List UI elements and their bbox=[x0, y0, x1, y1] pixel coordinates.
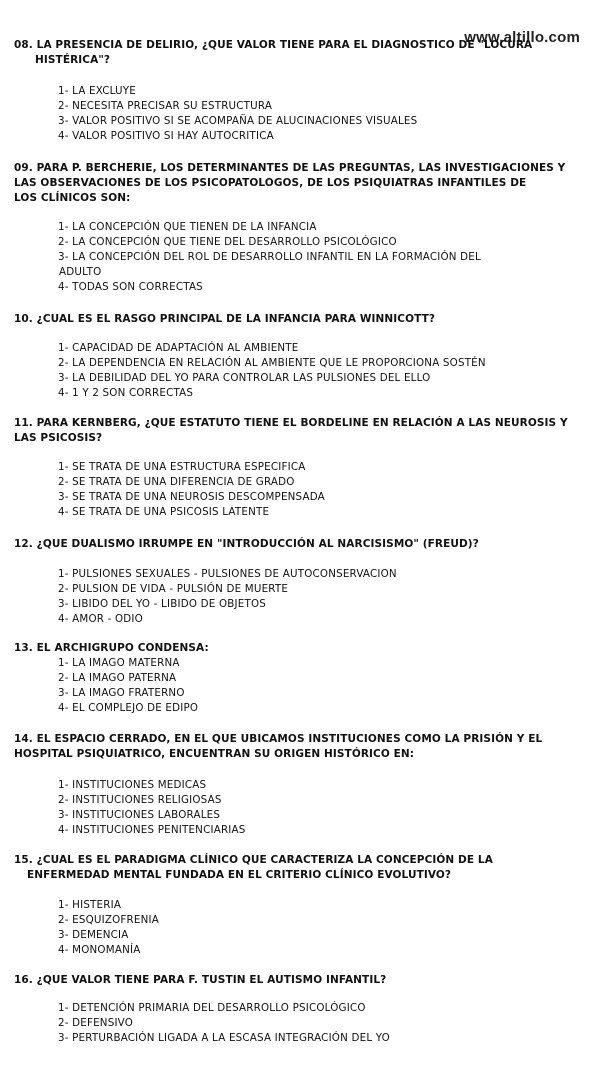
options-list bbox=[58, 84, 558, 144]
option-item: 3- LA IMAGO FRATERNO bbox=[58, 687, 185, 699]
question-text bbox=[14, 38, 554, 68]
question-line: 13. EL ARCHIGRUPO CONDENSA: bbox=[14, 642, 209, 654]
question-line: 11. PARA KERNBERG, ¿QUE ESTATUTO TIENE EL BORDELINE EN RELACIÓN A LAS NEUROSIS Y bbox=[14, 417, 568, 429]
options-list bbox=[58, 656, 558, 716]
question-line: ENFERMEDAD MENTAL FUNDADA EN EL CRITERIO CLÍNICO EVOLUTIVO? bbox=[27, 869, 452, 881]
question-text bbox=[14, 161, 566, 206]
options-list bbox=[58, 1001, 558, 1046]
option-item: 3- SE TRATA DE UNA NEUROSIS DESCOMPENSADA bbox=[58, 491, 325, 503]
option-item: 1- LA IMAGO MATERNA bbox=[58, 657, 180, 669]
question-line: 16. ¿QUE VALOR TIENE PARA F. TUSTIN EL AUTISMO INFANTIL? bbox=[14, 974, 387, 986]
question-line: 14. EL ESPACIO CERRADO, EN EL QUE UBICAMOS INSTITUCIONES COMO LA PRISIÓN Y EL bbox=[14, 733, 543, 745]
option-item: 1- PULSIONES SEXUALES - PULSIONES DE AUTOCONSERVACION bbox=[58, 568, 397, 580]
question-line: 12. ¿QUE DUALISMO IRRUMPE EN "INTRODUCCIÓN AL NARCISISMO" (FREUD)? bbox=[14, 538, 479, 550]
option-item: 1- LA EXCLUYE bbox=[58, 85, 136, 97]
option-item: 2- INSTITUCIONES RELIGIOSAS bbox=[58, 794, 222, 806]
options-list bbox=[58, 460, 558, 520]
option-item: 1- SE TRATA DE UNA ESTRUCTURA ESPECIFICA bbox=[58, 461, 306, 473]
option-item: 1- INSTITUCIONES MEDICAS bbox=[58, 779, 207, 791]
options-list bbox=[58, 220, 558, 295]
question-line: LAS PSICOSIS? bbox=[14, 432, 103, 444]
option-item: 2- LA CONCEPCIÓN QUE TIENE DEL DESARROLLO PSICOLÓGICO bbox=[58, 236, 397, 248]
option-item: 2- PULSION DE VIDA - PULSIÓN DE MUERTE bbox=[58, 583, 289, 595]
option-item: 3- INSTITUCIONES LABORALES bbox=[58, 809, 221, 821]
options-list bbox=[58, 778, 558, 838]
option-item: 3- DEMENCIA bbox=[58, 929, 129, 941]
option-item: 2- DEFENSIVO bbox=[58, 1017, 134, 1029]
question-line: 09. PARA P. BERCHERIE, LOS DETERMINANTES DE LAS PREGUNTAS, LAS INVESTIGACIONES Y bbox=[14, 162, 566, 174]
option-item: 4- AMOR - ODIO bbox=[58, 613, 143, 625]
option-item: 2- LA DEPENDENCIA EN RELACIÓN AL AMBIENTE QUE LE PROPORCIONA SOSTÉN bbox=[58, 357, 486, 369]
option-item: 4- INSTITUCIONES PENITENCIARIAS bbox=[58, 824, 246, 836]
question-line: 15. ¿CUAL ES EL PARADIGMA CLÍNICO QUE CARACTERIZA LA CONCEPCIÓN DE LA bbox=[14, 854, 493, 866]
option-item: 4- MONOMANÍA bbox=[58, 944, 141, 956]
question-text bbox=[14, 973, 554, 988]
option-item: 1- LA CONCEPCIÓN QUE TIENEN DE LA INFANCIA bbox=[58, 221, 317, 233]
option-item: 3- LA CONCEPCIÓN DEL ROL DE DESARROLLO INFANTIL EN LA FORMACIÓN DEL bbox=[58, 251, 481, 263]
option-item: 2- ESQUIZOFRENIA bbox=[58, 914, 159, 926]
option-item: 4- 1 Y 2 SON CORRECTAS bbox=[58, 387, 194, 399]
option-item: 2- NECESITA PRECISAR SU ESTRUCTURA bbox=[58, 100, 273, 112]
options-list bbox=[58, 341, 558, 401]
question-text bbox=[14, 641, 554, 656]
question-line: HISTÉRICA"? bbox=[35, 54, 111, 66]
option-item: 3- VALOR POSITIVO SI SE ACOMPAÑA DE ALUCINACIONES VISUALES bbox=[58, 115, 418, 127]
option-item: 4- EL COMPLEJO DE EDIPO bbox=[58, 702, 199, 714]
options-list bbox=[58, 567, 558, 627]
question-line: LOS CLÍNICOS SON: bbox=[14, 192, 131, 204]
option-item: 1- DETENCIÓN PRIMARIA DEL DESARROLLO PSICOLÓGICO bbox=[58, 1002, 366, 1014]
option-item: ADULTO bbox=[59, 266, 102, 278]
option-item: 1- HISTERIA bbox=[58, 899, 122, 911]
question-text bbox=[14, 732, 554, 762]
option-item: 1- CAPACIDAD DE ADAPTACIÓN AL AMBIENTE bbox=[58, 342, 299, 354]
watermark-text: www.altillo.com bbox=[464, 29, 580, 46]
option-item: 3- LA DEBILIDAD DEL YO PARA CONTROLAR LAS PULSIONES DEL ELLO bbox=[58, 372, 431, 384]
option-item: 3- PERTURBACIÓN LIGADA A LA ESCASA INTEGRACIÓN DEL YO bbox=[58, 1032, 390, 1044]
option-item: 4- SE TRATA DE UNA PSICOSIS LATENTE bbox=[58, 506, 270, 518]
option-item: 4- VALOR POSITIVO SI HAY AUTOCRITICA bbox=[58, 130, 274, 142]
question-line: HOSPITAL PSIQUIATRICO, ENCUENTRAN SU ORIGEN HISTÓRICO EN: bbox=[14, 748, 415, 760]
option-item: 3- LIBIDO DEL YO - LIBIDO DE OBJETOS bbox=[58, 598, 266, 610]
question-line: LAS OBSERVACIONES DE LOS PSICOPATOLOGOS, DE LOS PSIQUIATRAS INFANTILES DE bbox=[14, 177, 527, 189]
question-line: 10. ¿CUAL ES EL RASGO PRINCIPAL DE LA INFANCIA PARA WINNICOTT? bbox=[14, 313, 436, 325]
option-item: 2- LA IMAGO PATERNA bbox=[58, 672, 177, 684]
question-text bbox=[14, 416, 568, 446]
option-item: 2- SE TRATA DE UNA DIFERENCIA DE GRADO bbox=[58, 476, 295, 488]
option-item: 4- TODAS SON CORRECTAS bbox=[58, 281, 203, 293]
options-list bbox=[58, 898, 558, 958]
question-text bbox=[14, 312, 554, 327]
question-text bbox=[14, 537, 554, 552]
question-line: 08. LA PRESENCIA DE DELIRIO, ¿QUE VALOR TIENE PARA EL DIAGNOSTICO DE "LOCURA bbox=[14, 39, 533, 51]
question-text bbox=[14, 853, 554, 883]
